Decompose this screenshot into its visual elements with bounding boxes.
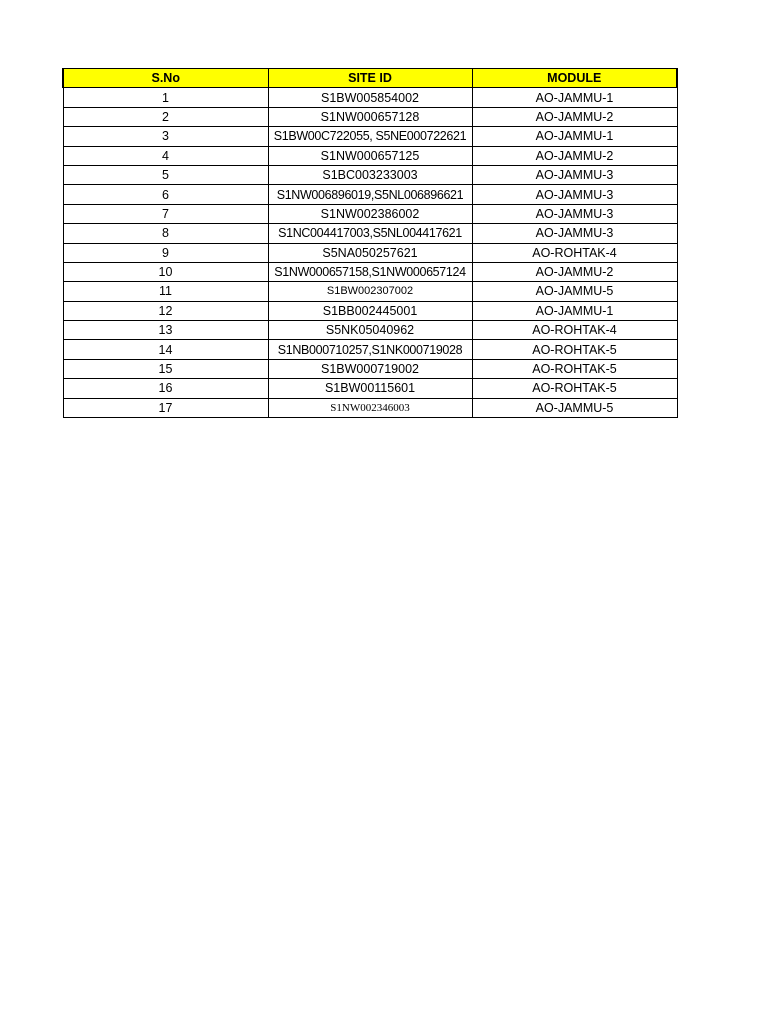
table-row <box>63 204 677 223</box>
table-row <box>63 262 677 281</box>
cell-site-id: S1BC003233003 <box>268 165 472 184</box>
cell-module: AO-JAMMU-3 <box>472 165 677 184</box>
cell-sno: 15 <box>63 359 268 378</box>
table-row <box>63 224 677 243</box>
table-row <box>63 146 677 165</box>
cell-site-id: S1BB002445001 <box>268 301 472 320</box>
cell-sno: 1 <box>63 88 268 107</box>
cell-module: AO-JAMMU-5 <box>472 398 677 417</box>
table-row <box>63 340 677 359</box>
cell-site-id: S1BW00C722055, S5NE000722621 <box>268 127 472 146</box>
cell-site-id: S1NW000657125 <box>268 146 472 165</box>
table-row <box>63 301 677 320</box>
cell-module: AO-JAMMU-1 <box>472 301 677 320</box>
cell-sno: 5 <box>63 165 268 184</box>
cell-site-id: S1BW002307002 <box>268 282 472 301</box>
cell-sno: 12 <box>63 301 268 320</box>
table-row <box>63 88 677 107</box>
table-row <box>63 321 677 340</box>
header-row <box>63 69 677 88</box>
cell-site-id: S1NW000657158,S1NW000657124 <box>268 262 472 281</box>
cell-sno: 3 <box>63 127 268 146</box>
table-header <box>63 69 677 88</box>
table-row <box>63 398 677 417</box>
cell-site-id: S1NW000657128 <box>268 107 472 126</box>
cell-site-id: S1NW006896019,S5NL006896621 <box>268 185 472 204</box>
cell-site-id: S5NA050257621 <box>268 243 472 262</box>
cell-module: AO-JAMMU-3 <box>472 224 677 243</box>
cell-module: AO-JAMMU-1 <box>472 127 677 146</box>
table-row <box>63 165 677 184</box>
cell-module: AO-JAMMU-3 <box>472 185 677 204</box>
table-body <box>63 88 677 418</box>
header-site-id: SITE ID <box>268 69 472 88</box>
table-row <box>63 282 677 301</box>
cell-site-id: S1BW005854002 <box>268 88 472 107</box>
cell-sno: 2 <box>63 107 268 126</box>
table-row <box>63 127 677 146</box>
cell-site-id: S1NW002346003 <box>268 398 472 417</box>
cell-site-id: S1NW002386002 <box>268 204 472 223</box>
cell-sno: 10 <box>63 262 268 281</box>
cell-module: AO-ROHTAK-5 <box>472 379 677 398</box>
header-sno: S.No <box>63 69 268 88</box>
cell-sno: 13 <box>63 321 268 340</box>
cell-module: AO-ROHTAK-5 <box>472 340 677 359</box>
cell-module: AO-ROHTAK-5 <box>472 359 677 378</box>
cell-module: AO-JAMMU-5 <box>472 282 677 301</box>
cell-module: AO-JAMMU-3 <box>472 204 677 223</box>
cell-site-id: S1NB000710257,S1NK000719028 <box>268 340 472 359</box>
cell-site-id: S1BW00115601 <box>268 379 472 398</box>
cell-sno: 11 <box>63 282 268 301</box>
cell-module: AO-ROHTAK-4 <box>472 321 677 340</box>
cell-sno: 4 <box>63 146 268 165</box>
cell-site-id: S1BW000719002 <box>268 359 472 378</box>
table-row <box>63 379 677 398</box>
cell-module: AO-JAMMU-2 <box>472 107 677 126</box>
table-row <box>63 243 677 262</box>
table-row <box>63 107 677 126</box>
cell-sno: 8 <box>63 224 268 243</box>
header-module: MODULE <box>472 69 677 88</box>
cell-module: AO-JAMMU-1 <box>472 88 677 107</box>
cell-sno: 7 <box>63 204 268 223</box>
cell-site-id: S1NC004417003,S5NL004417621 <box>268 224 472 243</box>
cell-site-id: S5NK05040962 <box>268 321 472 340</box>
cell-sno: 17 <box>63 398 268 417</box>
table-row <box>63 359 677 378</box>
cell-sno: 16 <box>63 379 268 398</box>
table-row <box>63 185 677 204</box>
cell-sno: 14 <box>63 340 268 359</box>
cell-module: AO-ROHTAK-4 <box>472 243 677 262</box>
cell-module: AO-JAMMU-2 <box>472 262 677 281</box>
cell-sno: 9 <box>63 243 268 262</box>
site-module-table <box>62 68 678 418</box>
cell-module: AO-JAMMU-2 <box>472 146 677 165</box>
cell-sno: 6 <box>63 185 268 204</box>
